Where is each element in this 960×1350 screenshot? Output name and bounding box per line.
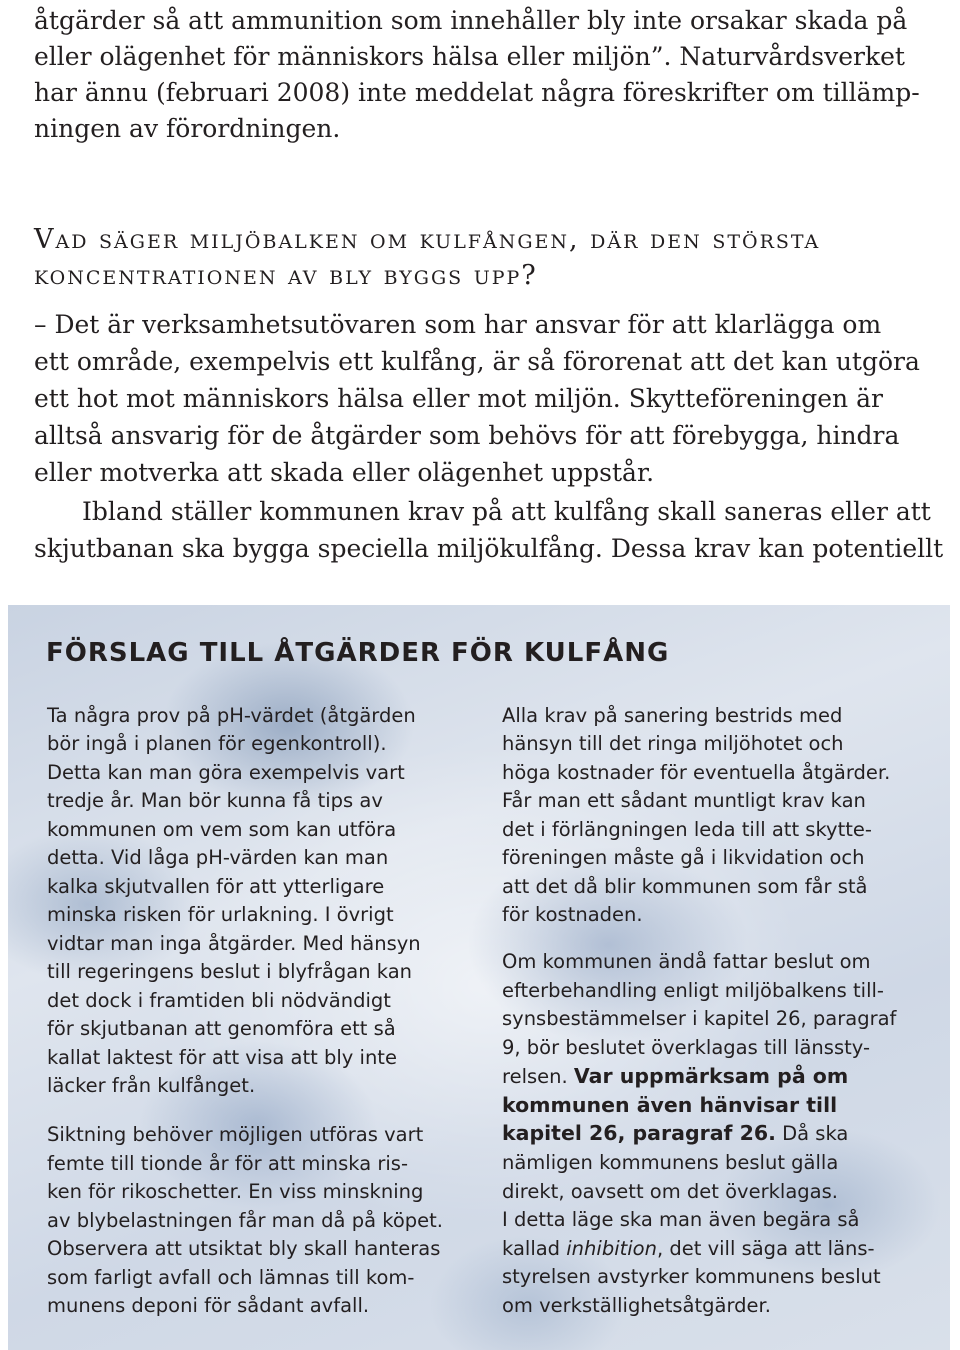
section-heading: koncentrationen av bly byggs upp? (34, 260, 538, 291)
box-right-line: 9, bör beslutet överklagas till länssty- (502, 1036, 870, 1059)
text-line: har ännu (februari 2008) inte meddelat några föreskrifter om tillämp- (34, 78, 920, 107)
text-line: åtgärder så att ammunition som innehåller bly inte orsakar skada på (34, 6, 908, 35)
box-left-line: kommunen om vem som kan utföra (47, 818, 397, 841)
text-line: – Det är verksamhetsutövaren som har ansvar för att klarlägga om (34, 310, 882, 339)
box-right-line: det i förlängningen leda till att skytte- (502, 818, 872, 841)
box-left-line: Detta kan man göra exempelvis vart (47, 761, 405, 784)
box-right-line (502, 1091, 837, 1120)
box-left-line: läcker från kulfånget. (47, 1074, 256, 1097)
box-left-line: Observera att utsiktat bly skall hanteras (47, 1237, 441, 1260)
box-title: FÖRSLAG TILL ÅTGÄRDER FÖR KULFÅNG (46, 638, 670, 668)
box-left-line: ken för rikoschetter. En viss minskning (47, 1180, 424, 1203)
emphasis-text: Var uppmärksam på om (573, 1064, 849, 1088)
box-right-line: styrelsen avstyrker kommunens beslut (502, 1265, 881, 1288)
box-left-line: tredje år. Man bör kunna få tips av (47, 789, 383, 812)
box-left-line: detta. Vid låga pH-värden kan man (47, 846, 389, 869)
box-right-line: att det då blir kommunen som får stå (502, 875, 868, 898)
box-left-line: kalka skjutvallen för att ytterligare (47, 875, 385, 898)
text-line: ett hot mot människors hälsa eller mot miljön. Skytteföreningen är (34, 384, 883, 413)
box-right-line: för kostnaden. (502, 903, 643, 926)
box-left-line: Ta några prov på pH-värdet (åtgärden (47, 704, 416, 727)
box-right-line: Alla krav på sanering bestrids med (502, 704, 843, 727)
box-left-line: till regeringens beslut i blyfrågan kan (47, 960, 413, 983)
box-right-line: efterbehandling enligt miljöbalkens till- (502, 979, 884, 1002)
text-line: skjutbanan ska bygga speciella miljökulfång. Dessa krav kan potentiellt (34, 534, 944, 563)
box-left-line: vidtar man inga åtgärder. Med hänsyn (47, 932, 421, 955)
section-heading: Vad säger miljöbalken om kulfången, där den största (34, 224, 821, 255)
text-line: eller motverka att skada eller olägenhet uppstår. (34, 458, 655, 487)
box-left-line: av blybelastningen får man då på köpet. (47, 1209, 443, 1232)
text-line: ningen av förordningen. (34, 114, 341, 143)
box-left-line: kallat laktest för att visa att bly inte (47, 1046, 397, 1069)
box-right-line: Får man ett sådant muntligt krav kan (502, 789, 866, 812)
box-right-line: hänsyn till det ringa miljöhotet och (502, 732, 844, 755)
box-right-line: I detta läge ska man även begära så (502, 1208, 860, 1231)
box-right-line: höga kostnader för eventuella åtgärder. (502, 761, 891, 784)
text-line: alltså ansvarig för de åtgärder som behövs för att förebygga, hindra (34, 421, 900, 450)
box-right-line: nämligen kommunens beslut gälla (502, 1151, 839, 1174)
box-right-line: direkt, oavsett om det överklagas. (502, 1180, 838, 1203)
box-right-line: relsen. Var uppmärksam på om (502, 1064, 849, 1088)
box-right-line: om verkställighetsåtgärder. (502, 1294, 771, 1317)
box-left-line: som farligt avfall och lämnas till kom- (47, 1266, 415, 1289)
italic-term: inhibition (566, 1237, 657, 1260)
box-left-line: munens deponi för sådant avfall. (47, 1294, 370, 1317)
box-left-line: minska risken för urlakning. I övrigt (47, 903, 394, 926)
emphasis-text: kapitel 26, paragraf 26. (502, 1121, 776, 1145)
box-right-line: kallad inhibition, det vill säga att läns- (502, 1237, 875, 1260)
box-right-line: synsbestämmelser i kapitel 26, paragraf (502, 1007, 897, 1030)
box-left-line: det dock i framtiden bli nödvändigt (47, 989, 391, 1012)
box-right-line: Om kommunen ändå fattar beslut om (502, 950, 871, 973)
box-left-line: Siktning behöver möjligen utföras vart (47, 1123, 424, 1146)
emphasis-text: kommunen även hänvisar till (502, 1093, 838, 1117)
text-line: Ibland ställer kommunen krav på att kulfång skall saneras eller att (82, 497, 931, 526)
box-left-line: femte till tionde år för att minska ris- (47, 1152, 408, 1175)
text-line: eller olägenhet för människors hälsa eller miljön”. Naturvårdsverket (34, 42, 905, 71)
box-right-line: föreningen måste gå i likvidation och (502, 846, 865, 869)
box-left-line: bör ingå i planen för egenkontroll). (47, 732, 387, 755)
box-left-line: för skjutbanan att genomföra ett så (47, 1017, 396, 1040)
text-line: ett område, exempelvis ett kulfång, är så förorenat att det kan utgöra (34, 347, 920, 376)
box-right-line: kapitel 26, paragraf 26. Då ska (502, 1121, 849, 1145)
info-box (8, 605, 950, 1350)
